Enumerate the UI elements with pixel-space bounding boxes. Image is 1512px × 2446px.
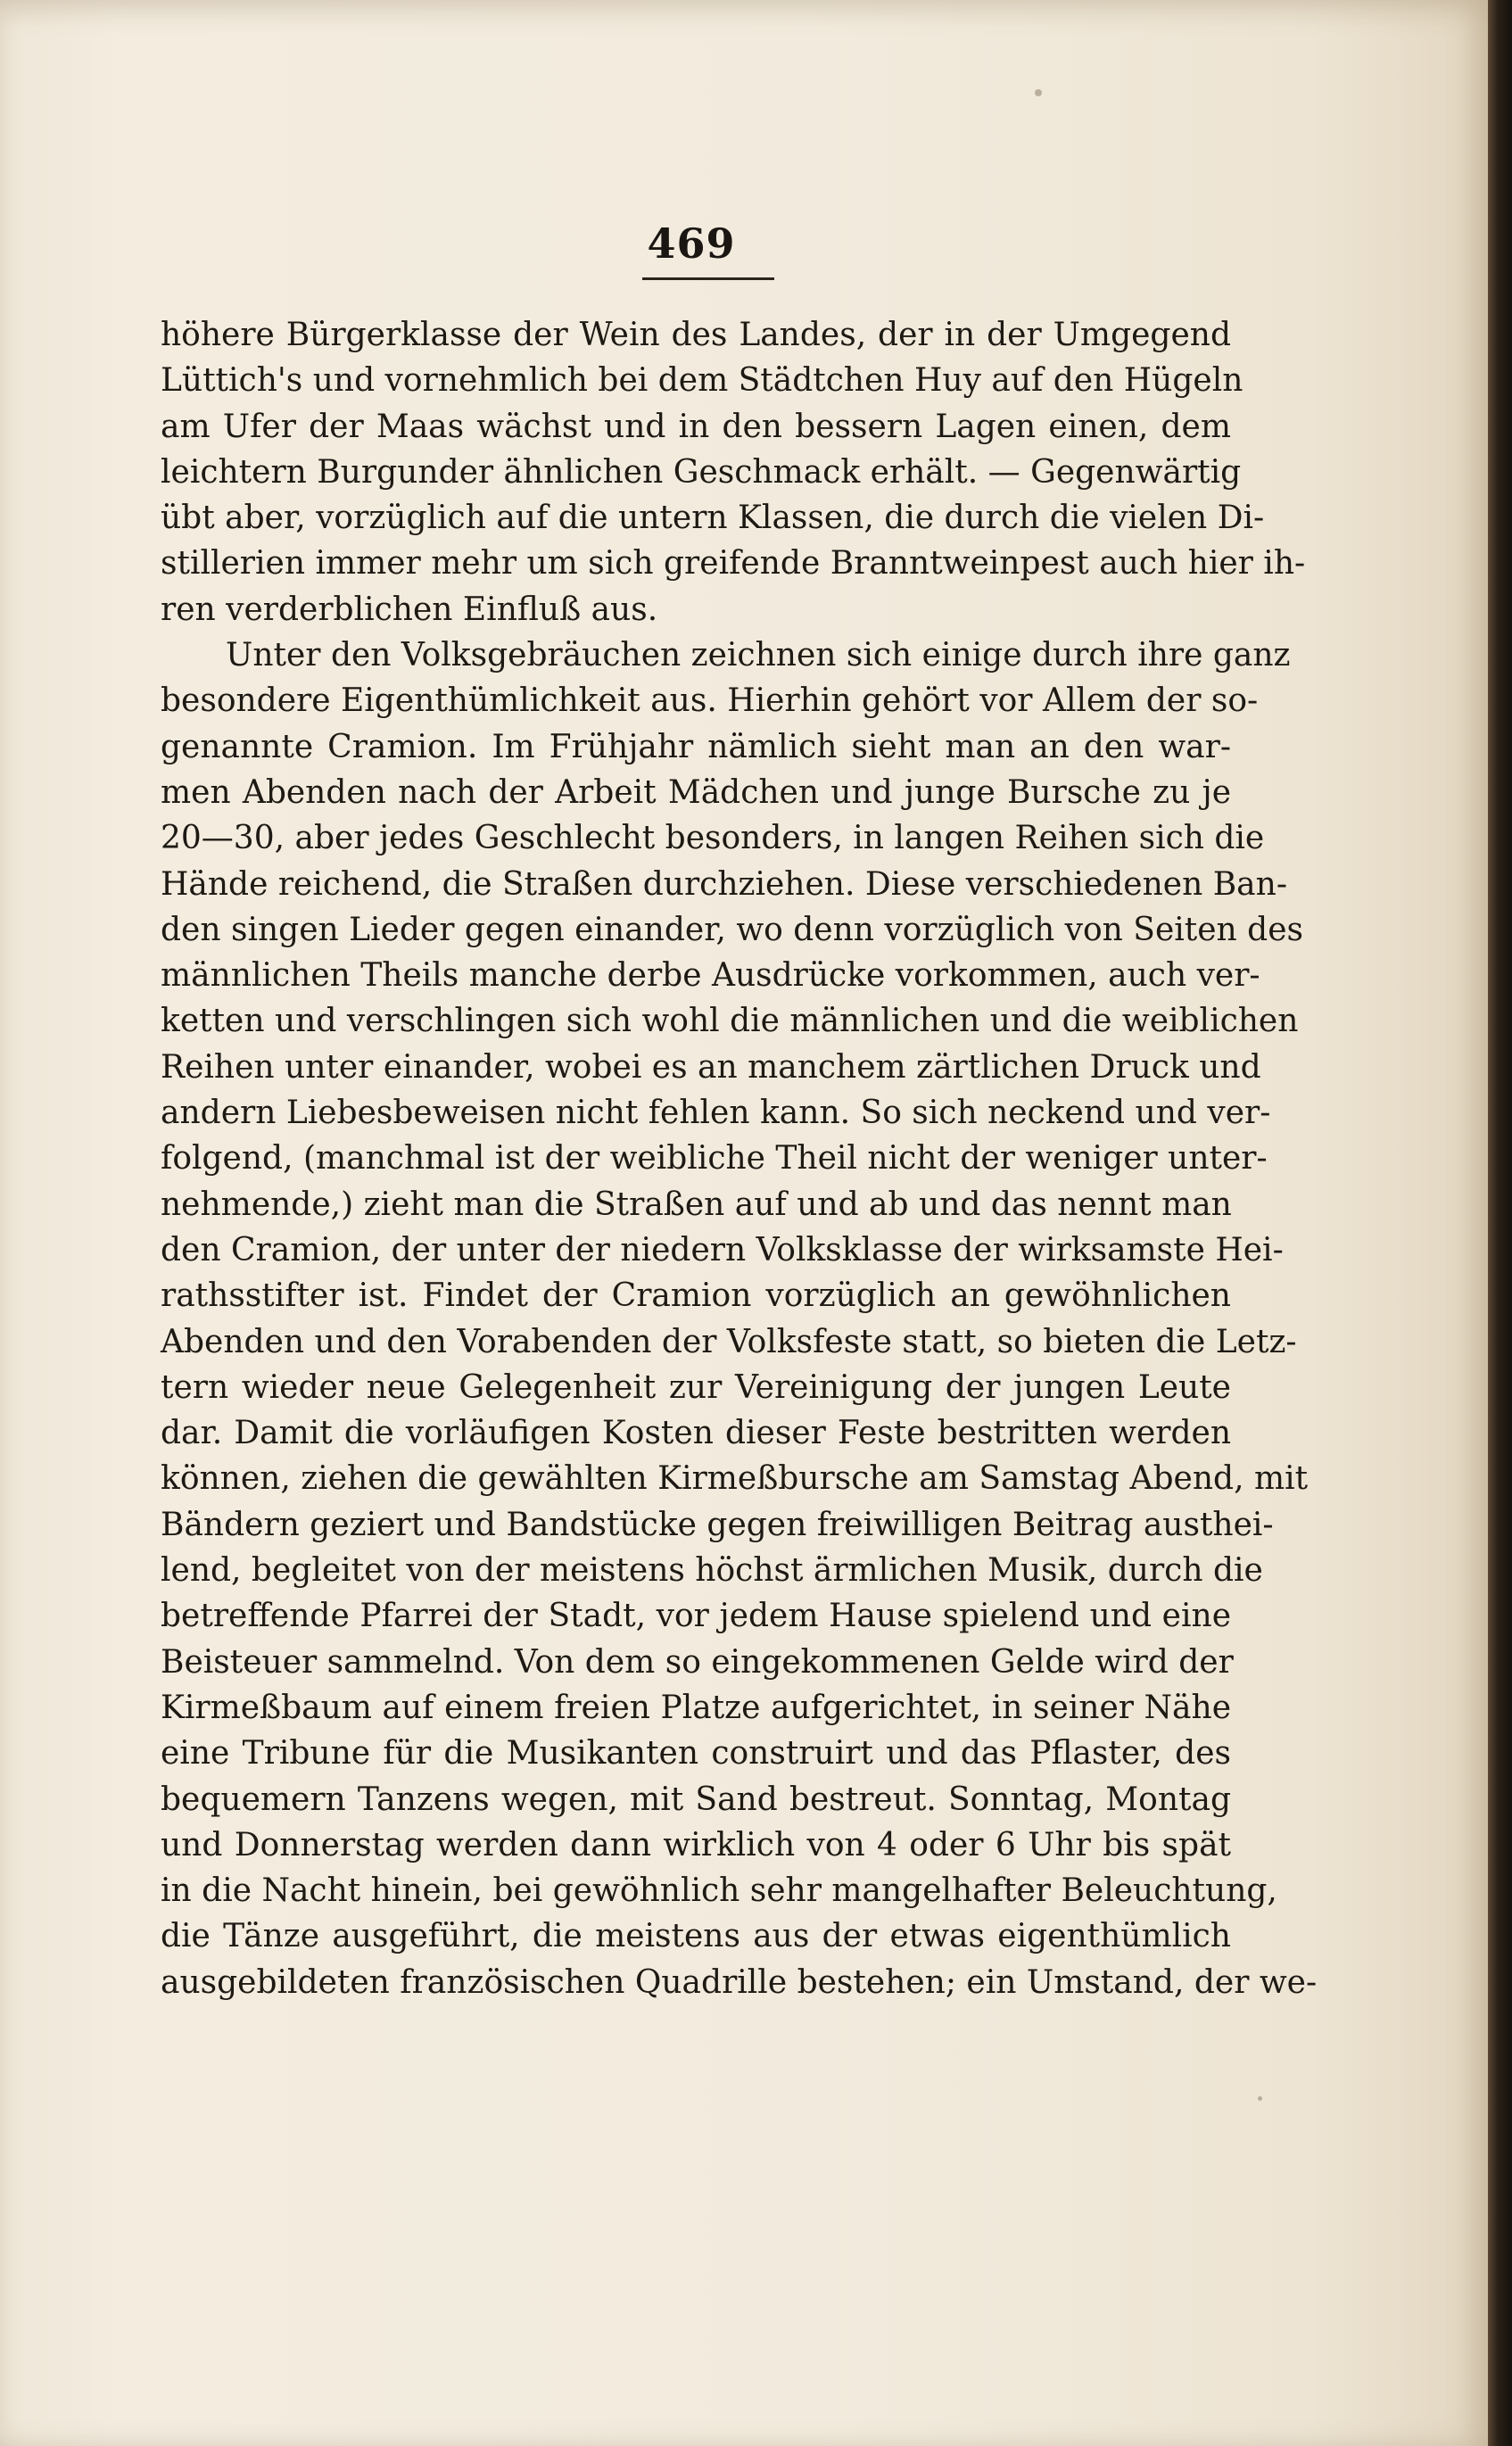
text-line: Kirmeßbaum auf einem freien Platze aufgerichtet, in seiner Nähe [161,1689,1231,1726]
text-line: in die Nacht hinein, bei gewöhnlich sehr mangelhafter Beleuchtung, [161,1872,1277,1910]
text-line: genannte Cramion. Im Frühjahr nämlich sieht man an den war- [161,728,1231,765]
paper-spot [1258,2096,1262,2101]
text-line: Lüttich's und vornehmlich bei dem Städtchen Huy auf den Hügeln [161,362,1243,400]
text-line: Hände reichend, die Straßen durchziehen. Diese verschiedenen Ban- [161,865,1287,903]
text-line: dar. Damit die vorläufigen Kosten dieser Feste bestritten werden [161,1415,1231,1452]
text-line: nehmende,) zieht man die Straßen auf und ab und das nennt man [161,1186,1232,1223]
text-line: am Ufer der Maas wächst und in den bessern Lagen einen, dem [161,408,1231,445]
text-line: können, ziehen die gewählten Kirmeßbursche am Samstag Abend, mit [161,1460,1309,1498]
text-line: höhere Bürgerklasse der Wein des Landes, der in der Umgegend [161,317,1231,353]
text-line: men Abenden nach der Arbeit Mädchen und junge Bursche zu je [161,773,1231,811]
text-line: bequemern Tanzens wegen, mit Sand bestreut. Sonntag, Montag [161,1781,1231,1818]
body-text [161,312,1318,2005]
text-line: übt aber, vorzüglich auf die untern Klassen, die durch die vielen Di- [161,500,1265,537]
text-line: andern Liebesbeweisen nicht fehlen kann. So sich neckend und ver- [161,1095,1271,1132]
text-line: den singen Lieder gegen einander, wo denn vorzüglich von Seiten des [161,911,1304,948]
text-line: Abenden und den Vorabenden der Volksfeste statt, so bieten die Letz- [161,1323,1297,1360]
text-line: Beisteuer sammelnd. Von dem so eingekommenen Gelde wird der [161,1643,1234,1681]
text-line: ren verderblichen Einfluß aus. [161,591,658,628]
text-line: die Tänze ausgeführt, die meistens aus der etwas eigenthümlich [161,1918,1231,1955]
text-line: folgend, (manchmal ist der weibliche Theil nicht der weniger unter- [161,1140,1268,1178]
text-line: Reihen unter einander, wobei es an manchem zärtlichen Druck und [161,1048,1261,1086]
text-line: lend, begleitet von der meistens höchst ärmlichen Musik, durch die [161,1552,1263,1590]
text-line: männlichen Theils manche derbe Ausdrücke vorkommen, auch ver- [161,957,1260,995]
paper-spot [1035,89,1042,96]
text-line: ausgebildeten französischen Quadrille bestehen; ein Umstand, der we- [161,1963,1318,2001]
text-line: eine Tribune für die Musikanten construirt und das Pflaster, des [161,1735,1231,1773]
text-line: besondere Eigenthümlichkeit aus. Hierhin gehört vor Allem der so- [161,682,1259,720]
page-number-rule [642,277,774,280]
text-line: leichtern Burgunder ähnlichen Geschmack erhält. — Gegenwärtig [161,453,1242,491]
text-line: rathsstifter ist. Findet der Cramion vorzüglich an gewöhnlichen [161,1277,1231,1315]
page-edge-shadow [1488,0,1512,2446]
text-line: Unter den Volksgebräuchen zeichnen sich einige durch ihre ganz [226,637,1291,674]
page-number: 469 [647,219,736,268]
text-line: 20—30, aber jedes Geschlecht besonders, in langen Reihen sich die [161,820,1265,857]
text-line: Bändern geziert und Bandstücke gegen freiwilligen Beitrag austhei- [161,1506,1274,1543]
text-line: ketten und verschlingen sich wohl die männlichen und die weiblichen [161,1003,1299,1040]
text-line: stillerien immer mehr um sich greifende Branntweinpest auch hier ih- [161,545,1306,583]
text-line: und Donnerstag werden dann wirklich von 4 oder 6 Uhr bis spät [161,1826,1231,1863]
text-line: tern wieder neue Gelegenheit zur Vereinigung der jungen Leute [161,1368,1231,1406]
text-line: den Cramion, der unter der niedern Volksklasse der wirksamste Hei- [161,1231,1284,1268]
text-line: betreffende Pfarrei der Stadt, vor jedem Hause spielend und eine [161,1598,1231,1635]
